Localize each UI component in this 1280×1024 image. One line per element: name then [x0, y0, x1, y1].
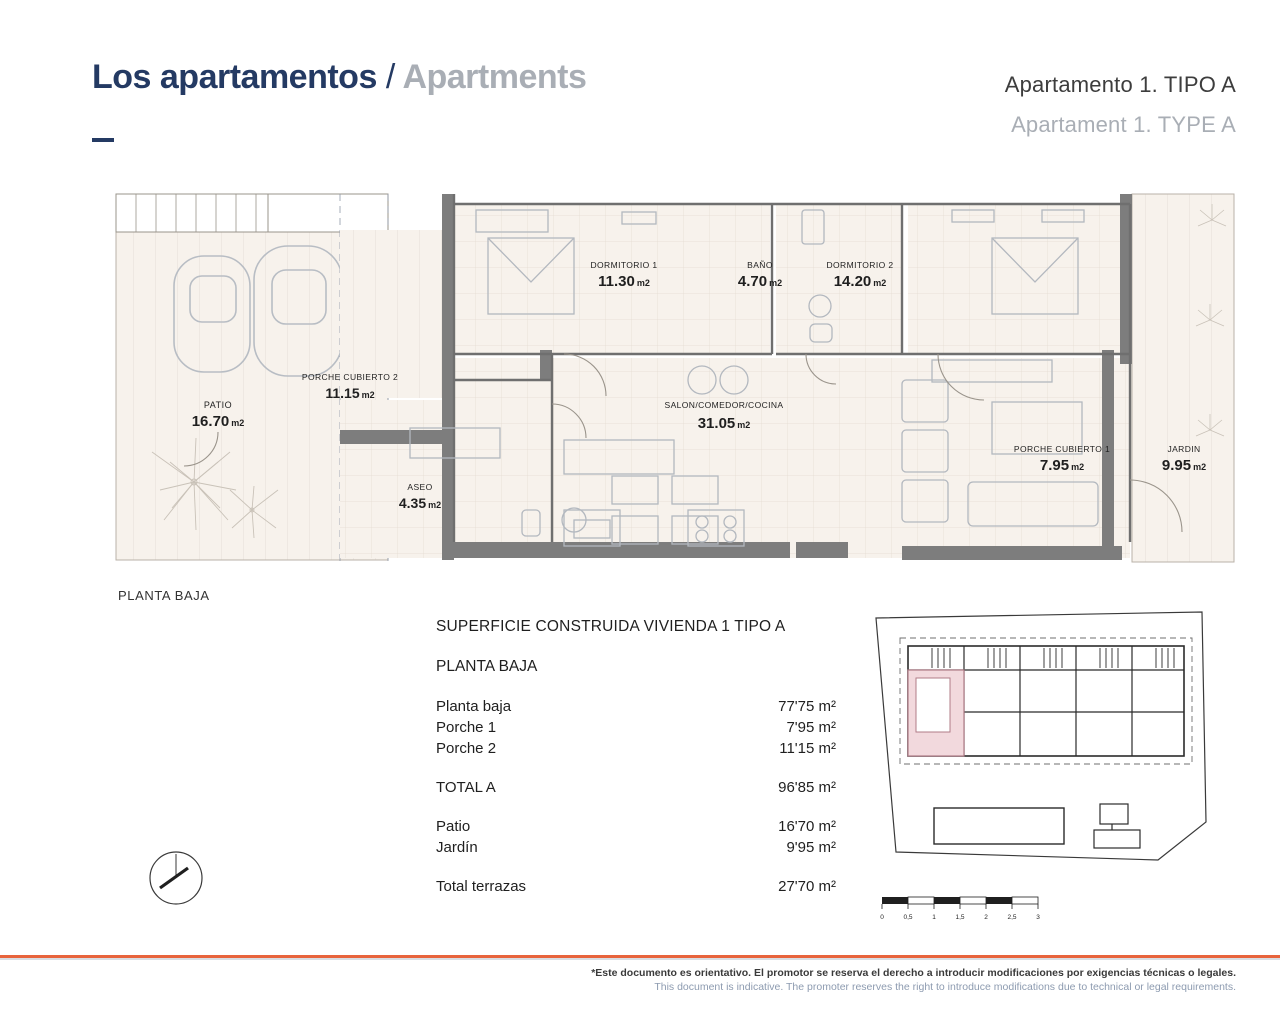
room-unit-porche2: m2: [361, 390, 375, 400]
surface-row-label: Patio: [436, 818, 471, 835]
title-en: Apartments: [402, 58, 587, 96]
scale-tick: 0: [880, 914, 884, 921]
surface-row-label: Jardín: [436, 839, 478, 856]
floor-plan: [112, 190, 1238, 580]
surface-row-value: 7'95 m²: [786, 719, 836, 736]
room-label-aseo: ASEO: [407, 482, 433, 492]
unit-label-en: Apartament 1. TYPE A: [1011, 112, 1236, 137]
room-label-salon: SALON/COMEDOR/COCINA: [664, 400, 784, 410]
room-label-porche2: PORCHE CUBIERTO 2: [301, 372, 399, 382]
floor-label: PLANTA BAJA: [118, 588, 210, 603]
room-unit-dormitorio2: m2: [873, 278, 887, 288]
surface-total-row: [436, 777, 836, 798]
surface-total-label: TOTAL A: [436, 779, 496, 796]
surface-total-value: 96'85 m²: [778, 779, 836, 796]
surface-terraces-row: [436, 876, 836, 897]
room-area-dormitorio1: 11.30: [598, 273, 635, 290]
footer-note-en: This document is indicative. The promoter reserves the right to introduce modifications due to technical or legal requirements.: [654, 981, 1236, 993]
room-area-patio: 16.70: [191, 413, 230, 430]
surface-row: [436, 816, 836, 837]
room-area-bano: 4.70: [737, 273, 768, 290]
room-area-porche1: 7.95: [1039, 457, 1070, 474]
surface-row-value: 11'15 m²: [779, 740, 836, 757]
surface-terraces-value: 27'70 m²: [778, 878, 836, 895]
scale-bar: [880, 895, 1100, 925]
room-unit-salon: m2: [737, 420, 751, 430]
scale-tick: 0,5: [903, 914, 913, 921]
surface-row-value: 16'70 m²: [778, 818, 836, 835]
surface-row-label: Porche 2: [436, 740, 497, 757]
room-unit-bano: m2: [769, 278, 783, 288]
title-es: Los apartamentos: [92, 58, 377, 96]
compass-icon: [148, 850, 204, 906]
room-label-jardin: JARDIN: [1167, 444, 1201, 454]
surface-terraces-label: Total terrazas: [436, 878, 527, 895]
page-title: [92, 58, 586, 97]
surface-section: PLANTA BAJA: [436, 658, 538, 675]
surface-row: [436, 696, 836, 717]
room-unit-jardin: m2: [1193, 462, 1207, 472]
surface-row: [436, 837, 836, 858]
room-unit-porche1: m2: [1071, 462, 1085, 472]
title-separator: /: [385, 58, 395, 96]
title-underline-dash: [92, 138, 114, 142]
room-label-porche1: PORCHE CUBIERTO 1: [1013, 444, 1111, 454]
room-area-porche2: 11.15: [325, 385, 360, 401]
scale-tick: 3: [1036, 914, 1040, 921]
room-label-dormitorio1: DORMITORIO 1: [590, 260, 658, 270]
site-key-plan: [872, 608, 1210, 866]
surface-row: [436, 738, 836, 759]
surface-heading: SUPERFICIE CONSTRUIDA VIVIENDA 1 TIPO A: [436, 618, 786, 635]
room-label-dormitorio2: DORMITORIO 2: [826, 260, 894, 270]
footer-divider-secondary: [0, 958, 1280, 960]
room-unit-patio: m2: [231, 418, 245, 428]
surface-row-label: Planta baja: [436, 698, 512, 715]
room-area-dormitorio2: 14.20: [833, 273, 872, 290]
surface-row-value: 9'95 m²: [786, 839, 836, 856]
surface-row-value: 77'75 m²: [778, 698, 836, 715]
surface-schedule: [436, 618, 836, 897]
room-label-patio: PATIO: [203, 400, 233, 410]
room-unit-aseo: m2: [428, 500, 442, 510]
room-area-aseo: 4.35: [398, 495, 427, 511]
room-unit-dormitorio1: m2: [636, 278, 650, 288]
footer-note-es: *Este documento es orientativo. El promotor se reserva el derecho a introducir modificaciones por exigencias técnicas o legales.: [591, 967, 1236, 979]
room-area-salon: 31.05: [697, 415, 736, 432]
room-label-bano: BAÑO: [747, 260, 773, 270]
scale-tick: 2: [984, 914, 988, 921]
room-area-jardin: 9.95: [1161, 457, 1192, 474]
unit-label-es: Apartamento 1. TIPO A: [1004, 72, 1236, 97]
scale-tick: 1,5: [955, 914, 965, 921]
scale-tick: 1: [932, 914, 936, 921]
scale-tick: 2,5: [1007, 914, 1017, 921]
surface-row-label: Porche 1: [436, 719, 497, 736]
surface-row: [436, 717, 836, 738]
